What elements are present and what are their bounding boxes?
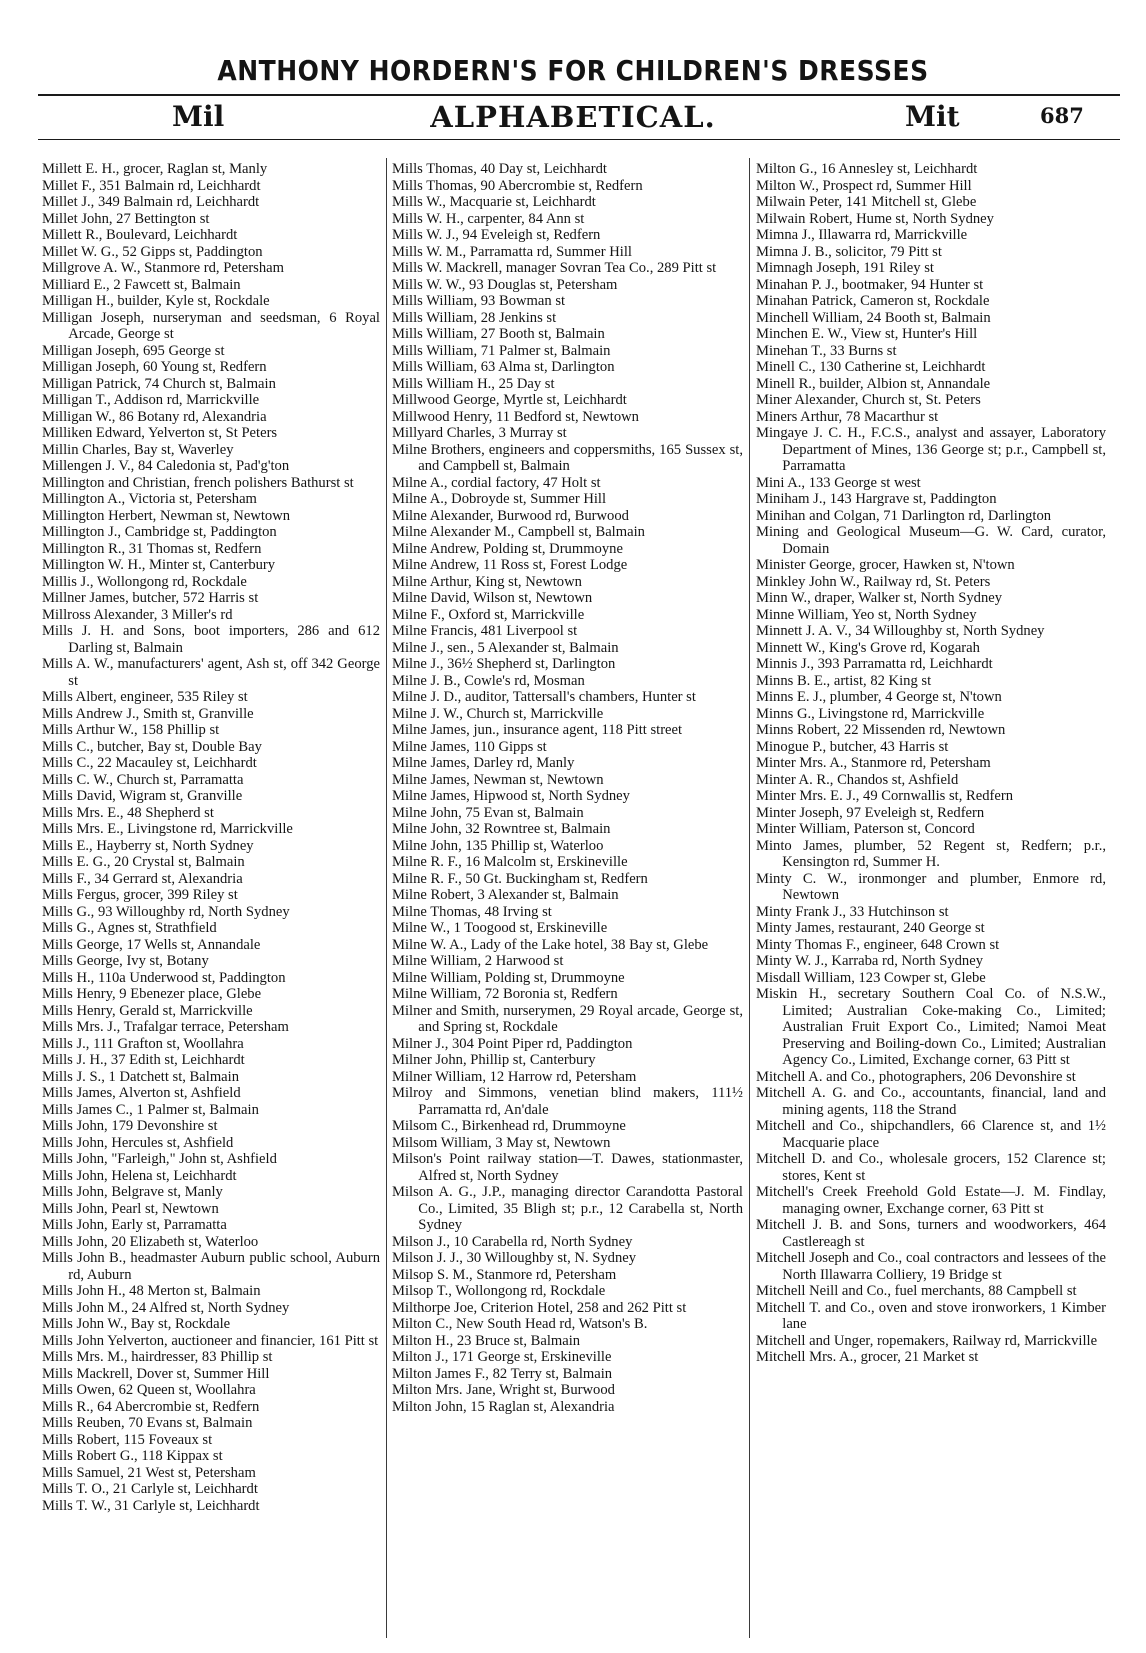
directory-entry: Milne Robert, 3 Alexander st, Balmain [392, 887, 619, 903]
directory-entry: Milne Alexander M., Campbell st, Balmain [392, 524, 645, 540]
directory-entry: Mills William H., 25 Day st [392, 375, 555, 392]
directory-entry: Millington A., Victoria st, Petersham [42, 491, 257, 507]
directory-entry: Mills H., 110a Underwood st, Paddington [42, 969, 286, 986]
running-head-left: Mil [172, 100, 225, 133]
directory-entry: Milligan Joseph, nurseryman and seedsman, 6 Royal Arcade, George st [42, 309, 380, 342]
directory-entry: Mitchell T. and Co., oven and stove ironworkers, 1 Kimber lane [756, 1299, 1106, 1332]
directory-entry: Minns Robert, 22 Missenden rd, Newtown [756, 722, 1006, 738]
directory-entry: Mills J., 111 Grafton st, Woollahra [42, 1035, 244, 1052]
directory-entry: Mills T. O., 21 Carlyle st, Leichhardt [42, 1481, 258, 1497]
directory-entry: Milne William, 72 Boronia st, Redfern [392, 986, 618, 1002]
directory-entry: Milne W. A., Lady of the Lake hotel, 38 Bay st, Glebe [392, 936, 709, 953]
directory-entry: Milne James, 110 Gipps st [392, 738, 547, 755]
directory-column-2 [392, 161, 743, 1415]
directory-entry: Mills John, Early st, Parramatta [42, 1217, 227, 1233]
directory-entry: Mills George, Ivy st, Botany [42, 953, 209, 969]
directory-entry: Milner and Smith, nurserymen, 29 Royal arcade, George st, and Spring st, Rockdale [392, 1002, 743, 1035]
directory-entry: Milne A., Dobroyde st, Summer Hill [392, 491, 607, 507]
directory-entry: Mills Robert G., 118 Kippax st [42, 1448, 223, 1464]
directory-entry: Milthorpe Joe, Criterion Hotel, 258 and 262 Pitt st [392, 1299, 687, 1316]
directory-entry: Milne James, jun., insurance agent, 118 Pitt street [392, 722, 683, 738]
directory-entry: Mills J. H., 37 Edith st, Leichhardt [42, 1052, 245, 1068]
directory-entry: Milne William, Polding st, Drummoyne [392, 969, 625, 986]
column-divider [386, 158, 387, 1638]
directory-entry: Mills John W., Bay st, Rockdale [42, 1316, 231, 1332]
directory-entry: Minty James, restaurant, 240 George st [756, 920, 985, 936]
directory-entry: Milligan H., builder, Kyle st, Rockdale [42, 293, 270, 309]
directory-entry: Minchell William, 24 Booth st, Balmain [756, 309, 991, 326]
directory-entry: Minkley John W., Railway rd, St. Peters [756, 573, 991, 590]
directory-entry: Mills John H., 48 Merton st, Balmain [42, 1283, 261, 1299]
directory-entry: Mills Arthur W., 158 Phillip st [42, 722, 220, 738]
directory-entry: Mills Fergus, grocer, 399 Riley st [42, 887, 238, 903]
directory-entry: Mills W. W., 93 Douglas st, Petersham [392, 276, 618, 293]
directory-entry: Millington R., 31 Thomas st, Redfern [42, 540, 262, 557]
directory-entry: Millgrove A. W., Stanmore rd, Petersham [42, 260, 284, 276]
directory-entry: Milson J., 10 Carabella rd, North Sydney [392, 1233, 633, 1250]
directory-entry: Mills Thomas, 90 Abercrombie st, Redfern [392, 177, 643, 194]
directory-entry: Milroy and Simmons, venetian blind makers, 111½ Parramatta rd, An'dale [392, 1085, 743, 1118]
directory-entry: Mills J. H. and Sons, boot importers, 286 and 612 Darling st, Balmain [42, 623, 380, 656]
directory-entry: Mills John, Hercules st, Ashfield [42, 1134, 234, 1151]
directory-entry: Milne J. B., Cowle's rd, Mosman [392, 672, 585, 689]
directory-entry: Mills John, Helena st, Leichhardt [42, 1167, 237, 1184]
directory-entry: Miner Alexander, Church st, St. Peters [756, 392, 981, 408]
directory-entry: Mills James, Alverton st, Ashfield [42, 1085, 241, 1101]
header-rule-bottom [38, 139, 1120, 140]
directory-entry: Minty W. J., Karraba rd, North Sydney [756, 953, 983, 969]
directory-entry: Mills C., butcher, Bay st, Double Bay [42, 738, 262, 755]
directory-entry: Milne Andrew, Polding st, Drummoyne [392, 540, 623, 557]
directory-entry: Mitchell Joseph and Co., coal contractors and lessees of the North Illawarra Colliery, 19 Bridge st [756, 1250, 1106, 1283]
directory-entry: Millett R., Boulevard, Leichhardt [42, 227, 238, 243]
directory-entry: Millis J., Wollongong rd, Rockdale [42, 573, 247, 590]
directory-entry: Milton John, 15 Raglan st, Alexandria [392, 1398, 615, 1415]
directory-entry: Mills David, Wigram st, Granville [42, 788, 243, 804]
directory-entry: Milton C., New South Head rd, Watson's B. [392, 1316, 648, 1332]
directory-entry: Minter A. R., Chandos st, Ashfield [756, 771, 959, 788]
directory-entry: Milwain Peter, 141 Mitchell st, Glebe [756, 194, 977, 210]
directory-entry: Miniham J., 143 Hargrave st, Paddington [756, 491, 997, 507]
directory-entry: Millengen J. V., 84 Caledonia st, Pad'g'ton [42, 458, 290, 474]
directory-entry: Milne W., 1 Toogood st, Erskineville [392, 920, 608, 936]
directory-entry: Mills Samuel, 21 West st, Petersham [42, 1464, 256, 1481]
directory-entry: Minell R., builder, Albion st, Annandale [756, 375, 991, 392]
directory-entry: Mills Albert, engineer, 535 Riley st [42, 689, 248, 705]
directory-entry: Mills C. W., Church st, Parramatta [42, 771, 244, 788]
directory-entry: Mills John, 179 Devonshire st [42, 1118, 218, 1134]
directory-entry: Milne John, 75 Evan st, Balmain [392, 804, 584, 821]
directory-entry: Miskin H., secretary Southern Coal Co. of N.S.W., Limited; Australian Coke-making Co., Limited; Australian Fruit Export Co., Limited; Namoi Meat Preserving and Boiling-down Co., Limited; Australian Agency Co., Limited, Exchange corner, 63 Pitt st [756, 986, 1106, 1068]
directory-entry: Minister George, grocer, Hawken st, N'town [756, 557, 1015, 573]
directory-entry: Milne David, Wilson st, Newtown [392, 590, 593, 606]
section-title: ALPHABETICAL. [430, 100, 716, 134]
directory-entry: Millet W. G., 52 Gipps st, Paddington [42, 243, 263, 260]
directory-entry: Minahan Patrick, Cameron st, Rockdale [756, 293, 990, 309]
directory-entry: Mills James C., 1 Palmer st, Balmain [42, 1101, 259, 1118]
advertisement-banner: ANTHONY HORDERN'S FOR CHILDREN'S DRESSES [217, 54, 929, 87]
directory-entry: Mills William, 28 Jenkins st [392, 309, 557, 326]
directory-entry: Minter Mrs. E. J., 49 Cornwallis st, Redfern [756, 788, 1013, 804]
directory-entry: Milne J., sen., 5 Alexander st, Balmain [392, 639, 619, 656]
directory-entry: Mills Mackrell, Dover st, Summer Hill [42, 1365, 270, 1382]
directory-entry: Milne J., 36½ Shepherd st, Darlington [392, 656, 616, 672]
directory-entry: Millington J., Cambridge st, Paddington [42, 524, 277, 540]
directory-entry: Milne J. D., auditor, Tattersall's chambers, Hunter st [392, 689, 696, 705]
directory-entry: Milne John, 135 Phillip st, Waterloo [392, 837, 604, 854]
directory-entry: Mills Mrs. M., hairdresser, 83 Phillip st [42, 1349, 273, 1365]
directory-entry: Mills G., Agnes st, Strathfield [42, 920, 217, 936]
directory-entry: Milligan W., 86 Botany rd, Alexandria [42, 408, 267, 425]
directory-entry: Minahan P. J., bootmaker, 94 Hunter st [756, 276, 984, 293]
directory-entry: Milsop S. M., Stanmore rd, Petersham [392, 1266, 617, 1283]
directory-entry: Minty Frank J., 33 Hutchinson st [756, 903, 949, 920]
directory-entry: Milne James, Newman st, Newtown [392, 771, 604, 788]
directory-entry: Milligan Joseph, 695 George st [42, 342, 225, 359]
directory-entry: Milne A., cordial factory, 47 Holt st [392, 474, 601, 491]
directory-entry: Minto James, plumber, 52 Regent st, Redfern; p.r., Kensington rd, Summer H. [756, 837, 1106, 870]
directory-entry: Milligan Joseph, 60 Young st, Redfern [42, 359, 267, 375]
directory-entry: Minnett W., King's Grove rd, Kogarah [756, 639, 980, 656]
directory-entry: Mills R., 64 Abercrombie st, Redfern [42, 1398, 260, 1415]
directory-entry: Mills John B., headmaster Auburn public school, Auburn rd, Auburn [42, 1250, 380, 1283]
directory-entry: Milne James, Darley rd, Manly [392, 755, 575, 771]
directory-entry: Minell C., 130 Catherine st, Leichhardt [756, 359, 986, 375]
directory-entry: Minter Mrs. A., Stanmore rd, Petersham [756, 755, 991, 771]
directory-entry: Mills Owen, 62 Queen st, Woollahra [42, 1382, 256, 1398]
directory-entry: Mingaye J. C. H., F.C.S., analyst and assayer, Laboratory Department of Mines, 136 George st; p.r., Campbell st, Parramatta [756, 425, 1106, 474]
directory-entry: Millett E. H., grocer, Raglan st, Manly [42, 161, 268, 177]
directory-entry: Milne R. F., 16 Malcolm st, Erskineville [392, 854, 628, 870]
directory-entry: Mills John, Pearl st, Newtown [42, 1200, 219, 1217]
directory-entry: Minter William, Paterson st, Concord [756, 821, 975, 837]
directory-entry: Mills J. S., 1 Datchett st, Balmain [42, 1068, 240, 1085]
directory-entry: Minty C. W., ironmonger and plumber, Enmore rd, Newtown [756, 870, 1106, 903]
directory-entry: Mills William, 63 Alma st, Darlington [392, 359, 615, 375]
directory-entry: Mitchell and Co., shipchandlers, 66 Clarence st, and 1½ Macquarie place [756, 1118, 1106, 1151]
directory-entry: Mills A. W., manufacturers' agent, Ash st, off 342 George st [42, 656, 380, 689]
directory-entry: Mills E., Hayberry st, North Sydney [42, 837, 254, 854]
directory-entry: Mills Henry, 9 Ebenezer place, Glebe [42, 986, 262, 1002]
directory-entry: Milne R. F., 50 Gt. Buckingham st, Redfern [392, 870, 648, 887]
directory-entry: Millwood George, Myrtle st, Leichhardt [392, 392, 627, 408]
directory-entry: Millet F., 351 Balmain rd, Leichhardt [42, 177, 261, 194]
running-head-right: Mit [905, 100, 960, 133]
directory-entry: Mimna J. B., solicitor, 79 Pitt st [756, 243, 942, 260]
directory-entry: Milne William, 2 Harwood st [392, 953, 564, 969]
directory-entry: Mills T. W., 31 Carlyle st, Leichhardt [42, 1497, 260, 1514]
directory-entry: Millet John, 27 Bettington st [42, 210, 210, 227]
directory-entry: Mills John M., 24 Alfred st, North Sydney [42, 1299, 290, 1316]
directory-entry: Mills W. H., carpenter, 84 Ann st [392, 210, 585, 227]
directory-entry: Milton Mrs. Jane, Wright st, Burwood [392, 1382, 615, 1398]
directory-entry: Millyard Charles, 3 Murray st [392, 425, 567, 441]
directory-entry: Milton James F., 82 Terry st, Balmain [392, 1365, 613, 1382]
directory-entry: Mills W., Macquarie st, Leichhardt [392, 194, 596, 210]
directory-entry: Milton G., 16 Annesley st, Leichhardt [756, 161, 978, 177]
directory-entry: Mills Robert, 115 Foveaux st [42, 1431, 213, 1448]
directory-entry: Minter Joseph, 97 Eveleigh st, Redfern [756, 804, 985, 821]
directory-entry: Mining and Geological Museum—G. W. Card, curator, Domain [756, 524, 1106, 557]
directory-column-3 [756, 161, 1106, 1366]
directory-entry: Milne Alexander, Burwood rd, Burwood [392, 507, 629, 524]
directory-entry: Mills F., 34 Gerrard st, Alexandria [42, 870, 243, 887]
directory-entry: Mills W. Mackrell, manager Sovran Tea Co., 289 Pitt st [392, 260, 717, 276]
directory-entry: Mills Mrs. E., Livingstone rd, Marrickville [42, 821, 293, 837]
directory-entry: Millington and Christian, french polishers Bathurst st [42, 474, 354, 491]
directory-entry: Mills George, 17 Wells st, Annandale [42, 936, 261, 953]
directory-entry: Mills W. J., 94 Eveleigh st, Redfern [392, 227, 601, 243]
directory-entry: Millington W. H., Minter st, Canterbury [42, 557, 276, 573]
page-number: 687 [1040, 103, 1084, 128]
directory-entry: Milson J. J., 30 Willoughby st, N. Sydney [392, 1250, 637, 1266]
directory-entry: Mitchell and Unger, ropemakers, Railway rd, Marrickville [756, 1332, 1098, 1349]
directory-entry: Millin Charles, Bay st, Waverley [42, 441, 234, 458]
directory-entry: Minihan and Colgan, 71 Darlington rd, Darlington [756, 507, 1052, 524]
directory-entry: Mills William, 27 Booth st, Balmain [392, 326, 605, 342]
directory-entry: Milner J., 304 Point Piper rd, Paddington [392, 1035, 633, 1052]
directory-entry: Mills John Yelverton, auctioneer and financier, 161 Pitt st [42, 1332, 379, 1349]
directory-entry: Milsop T., Wollongong rd, Rockdale [392, 1283, 606, 1299]
directory-entry: Milliken Edward, Yelverton st, St Peters [42, 425, 278, 441]
directory-entry: Mills E. G., 20 Crystal st, Balmain [42, 854, 245, 870]
directory-entry: Mitchell D. and Co., wholesale grocers, 152 Clarence st; stores, Kent st [756, 1151, 1106, 1184]
directory-entry: Milne Thomas, 48 Irving st [392, 903, 552, 920]
directory-entry: Miners Arthur, 78 Macarthur st [756, 408, 939, 425]
column-divider [749, 158, 750, 1638]
directory-entry: Millington Herbert, Newman st, Newtown [42, 507, 291, 524]
directory-entry: Milne Arthur, King st, Newtown [392, 573, 582, 590]
directory-entry: Milliard E., 2 Fawcett st, Balmain [42, 276, 241, 293]
header-rule-top [38, 94, 1120, 96]
directory-entry: Milner John, Phillip st, Canterbury [392, 1052, 596, 1068]
directory-entry: Milton H., 23 Bruce st, Balmain [392, 1332, 581, 1349]
directory-entry: Mills John, "Farleigh," John st, Ashfield [42, 1151, 277, 1167]
directory-entry: Minns B. E., artist, 82 King st [756, 672, 932, 689]
directory-entry: Milson A. G., J.P., managing director Carandotta Pastoral Co., Limited, 35 Bligh st; p.r., 12 Carabella st, North Sydney [392, 1184, 743, 1233]
directory-entry: Mitchell A. and Co., photographers, 206 Devonshire st [756, 1068, 1076, 1085]
directory-entry: Milton J., 171 George st, Erskineville [392, 1349, 612, 1365]
directory-entry: Mills John, Belgrave st, Manly [42, 1184, 223, 1200]
directory-entry: Milligan T., Addison rd, Marrickville [42, 392, 260, 408]
directory-entry: Milne Andrew, 11 Ross st, Forest Lodge [392, 557, 628, 573]
directory-entry: Milne J. W., Church st, Marrickville [392, 705, 604, 722]
directory-entry: Milne F., Oxford st, Marrickville [392, 606, 585, 623]
directory-column-1 [42, 161, 380, 1514]
directory-entry: Mills Reuben, 70 Evans st, Balmain [42, 1415, 253, 1431]
directory-entry: Minns E. J., plumber, 4 George st, N'town [756, 689, 1002, 705]
directory-entry: Minns G., Livingstone rd, Marrickville [756, 705, 985, 722]
directory-entry: Minn W., draper, Walker st, North Sydney [756, 590, 1003, 606]
directory-entry: Minnis J., 393 Parramatta rd, Leichhardt [756, 656, 993, 672]
directory-entry: Mimna J., Illawarra rd, Marrickville [756, 227, 968, 243]
directory-entry: Mills Henry, Gerald st, Marrickville [42, 1002, 253, 1019]
directory-entry: Mills Andrew J., Smith st, Granville [42, 705, 254, 722]
directory-entry: Milne James, Hipwood st, North Sydney [392, 788, 630, 804]
directory-entry: Milson's Point railway station—T. Dawes, stationmaster, Alfred st, North Sydney [392, 1151, 743, 1184]
directory-entry: Millner James, butcher, 572 Harris st [42, 590, 259, 606]
directory-entry: Minchen E. W., View st, Hunter's Hill [756, 326, 978, 342]
directory-entry: Mini A., 133 George st west [756, 474, 921, 491]
directory-entry: Minnett J. A. V., 34 Willoughby st, North Sydney [756, 623, 1045, 639]
directory-entry: Mills Mrs. J., Trafalgar terrace, Petersham [42, 1019, 289, 1035]
directory-entry: Mills W. M., Parramatta rd, Summer Hill [392, 243, 632, 260]
directory-entry: Milsom C., Birkenhead rd, Drummoyne [392, 1118, 626, 1134]
directory-entry: Misdall William, 123 Cowper st, Glebe [756, 969, 986, 986]
directory-entry: Mitchell Neill and Co., fuel merchants, 88 Campbell st [756, 1283, 1077, 1299]
directory-entry: Milne John, 32 Rowntree st, Balmain [392, 821, 611, 837]
directory-entry: Millwood Henry, 11 Bedford st, Newtown [392, 408, 639, 425]
directory-entry: Minogue P., butcher, 43 Harris st [756, 738, 949, 755]
directory-entry: Mills C., 22 Macauley st, Leichhardt [42, 755, 257, 771]
directory-entry: Mitchell A. G. and Co., accountants, financial, land and mining agents, 118 the Strand [756, 1085, 1106, 1118]
directory-entry: Millet J., 349 Balmain rd, Leichhardt [42, 194, 260, 210]
directory-entry: Mills Mrs. E., 48 Shepherd st [42, 804, 214, 821]
directory-entry: Mitchell's Creek Freehold Gold Estate—J. M. Findlay, managing owner, Exchange corner, 63 Pitt st [756, 1184, 1106, 1217]
directory-entry: Mitchell J. B. and Sons, turners and woodworkers, 464 Castlereagh st [756, 1217, 1106, 1250]
directory-entry: Mills John, 20 Elizabeth st, Waterloo [42, 1233, 259, 1250]
directory-entry: Milne Francis, 481 Liverpool st [392, 623, 578, 639]
directory-entry: Mitchell Mrs. A., grocer, 21 Market st [756, 1349, 979, 1365]
directory-entry: Mills G., 93 Willoughby rd, North Sydney [42, 903, 290, 920]
directory-entry: Mimnagh Joseph, 191 Riley st [756, 260, 934, 276]
directory-entry: Milwain Robert, Hume st, North Sydney [756, 210, 994, 227]
directory-entry: Minne William, Yeo st, North Sydney [756, 606, 977, 623]
directory-entry: Milton W., Prospect rd, Summer Hill [756, 177, 972, 194]
directory-entry: Millross Alexander, 3 Miller's rd [42, 606, 233, 623]
directory-entry: Minehan T., 33 Burns st [756, 342, 897, 359]
directory-entry: Milner William, 12 Harrow rd, Petersham [392, 1068, 637, 1085]
directory-entry: Mills Thomas, 40 Day st, Leichhardt [392, 161, 607, 177]
directory-entry: Minty Thomas F., engineer, 648 Crown st [756, 936, 1000, 953]
directory-entry: Milne Brothers, engineers and coppersmiths, 165 Sussex st, and Campbell st, Balmain [392, 441, 743, 474]
directory-entry: Mills William, 93 Bowman st [392, 293, 566, 309]
directory-entry: Milsom William, 3 May st, Newtown [392, 1134, 611, 1151]
directory-entry: Milligan Patrick, 74 Church st, Balmain [42, 375, 276, 392]
directory-entry: Mills William, 71 Palmer st, Balmain [392, 342, 611, 359]
